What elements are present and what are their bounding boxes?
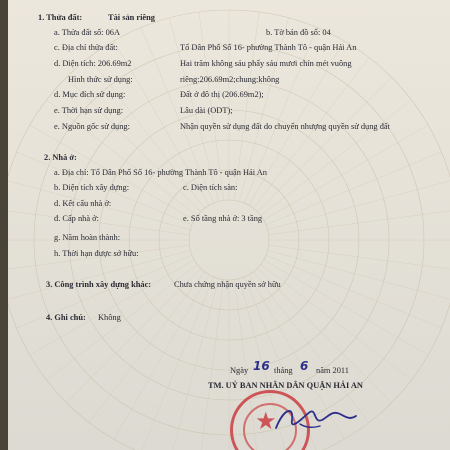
date-year: năm 2011 bbox=[316, 366, 349, 375]
map-sheet-number: b. Tờ bản đồ số: 04 bbox=[266, 28, 331, 37]
parcel-number: a. Thửa đất số: 06A bbox=[54, 28, 121, 37]
ownership-term: h. Thời hạn được sở hữu: bbox=[54, 249, 139, 258]
issuing-authority: TM. UỶ BAN NHÂN DÂN QUẬN HẢI AN bbox=[208, 381, 363, 390]
house-structure: d. Kết cấu nhà ở: bbox=[54, 199, 112, 208]
use-origin-label: e. Nguồn gốc sử dụng: bbox=[54, 122, 130, 131]
number-of-floors: e. Số tầng nhà ở: 3 tầng bbox=[183, 214, 263, 223]
date-month-handwritten: 6 bbox=[300, 359, 309, 373]
use-purpose-label: d. Mục đích sử dụng: bbox=[54, 90, 126, 99]
construction-area: b. Diện tích xây dựng: bbox=[54, 183, 130, 192]
area-in-words: Hai trăm không sáu phẩy sáu mươi chín mét vuông bbox=[180, 59, 352, 68]
official-seal-icon: ★ bbox=[230, 390, 310, 450]
parcel-address-label: c. Địa chỉ thửa đất: bbox=[54, 43, 118, 52]
section-1-heading: 1. Thửa đất: bbox=[38, 13, 83, 22]
date-day-handwritten: 16 bbox=[253, 359, 270, 373]
certificate-page bbox=[8, 0, 450, 450]
section-1-note: Tài sản riêng bbox=[108, 13, 155, 22]
house-grade: đ. Cấp nhà ở: bbox=[54, 214, 99, 223]
date-month-label: tháng bbox=[274, 366, 293, 375]
use-form-label: Hình thức sử dụng: bbox=[68, 75, 133, 84]
completion-year: g. Năm hoàn thành: bbox=[54, 233, 121, 242]
parcel-address-value: Tổ Dân Phố Số 16- phường Thành Tô - quận Hải An bbox=[180, 43, 357, 52]
use-term-label: e. Thời hạn sử dụng: bbox=[54, 106, 124, 115]
area-label: d. Diện tích: 206.69m2 bbox=[54, 59, 132, 68]
section-3-heading: 3. Công trình xây dựng khác: bbox=[46, 280, 152, 289]
notes-value: Không bbox=[98, 313, 121, 322]
floor-area: c. Diện tích sàn: bbox=[183, 183, 238, 192]
signature-icon bbox=[270, 398, 360, 438]
use-term-value: Lâu dài (ODT); bbox=[180, 106, 233, 115]
section-2-heading: 2. Nhà ở: bbox=[44, 153, 77, 162]
date-day-label: Ngày bbox=[230, 366, 249, 375]
house-address: a. Địa chỉ: Tổ Dân Phố Số 16- phường Thành Tô - quận Hải An bbox=[54, 168, 267, 177]
use-purpose-value: Đất ở đô thị (206.69m2); bbox=[180, 90, 264, 99]
other-constructions-value: Chưa chứng nhận quyền sở hữu bbox=[174, 280, 281, 289]
section-4-heading: 4. Ghi chú: bbox=[46, 313, 86, 322]
use-origin-value: Nhận quyền sử dụng đất do chuyển nhượng quyền sử dụng đất bbox=[180, 122, 390, 131]
use-form-value: riêng:206.69m2;chung:không bbox=[180, 75, 280, 84]
